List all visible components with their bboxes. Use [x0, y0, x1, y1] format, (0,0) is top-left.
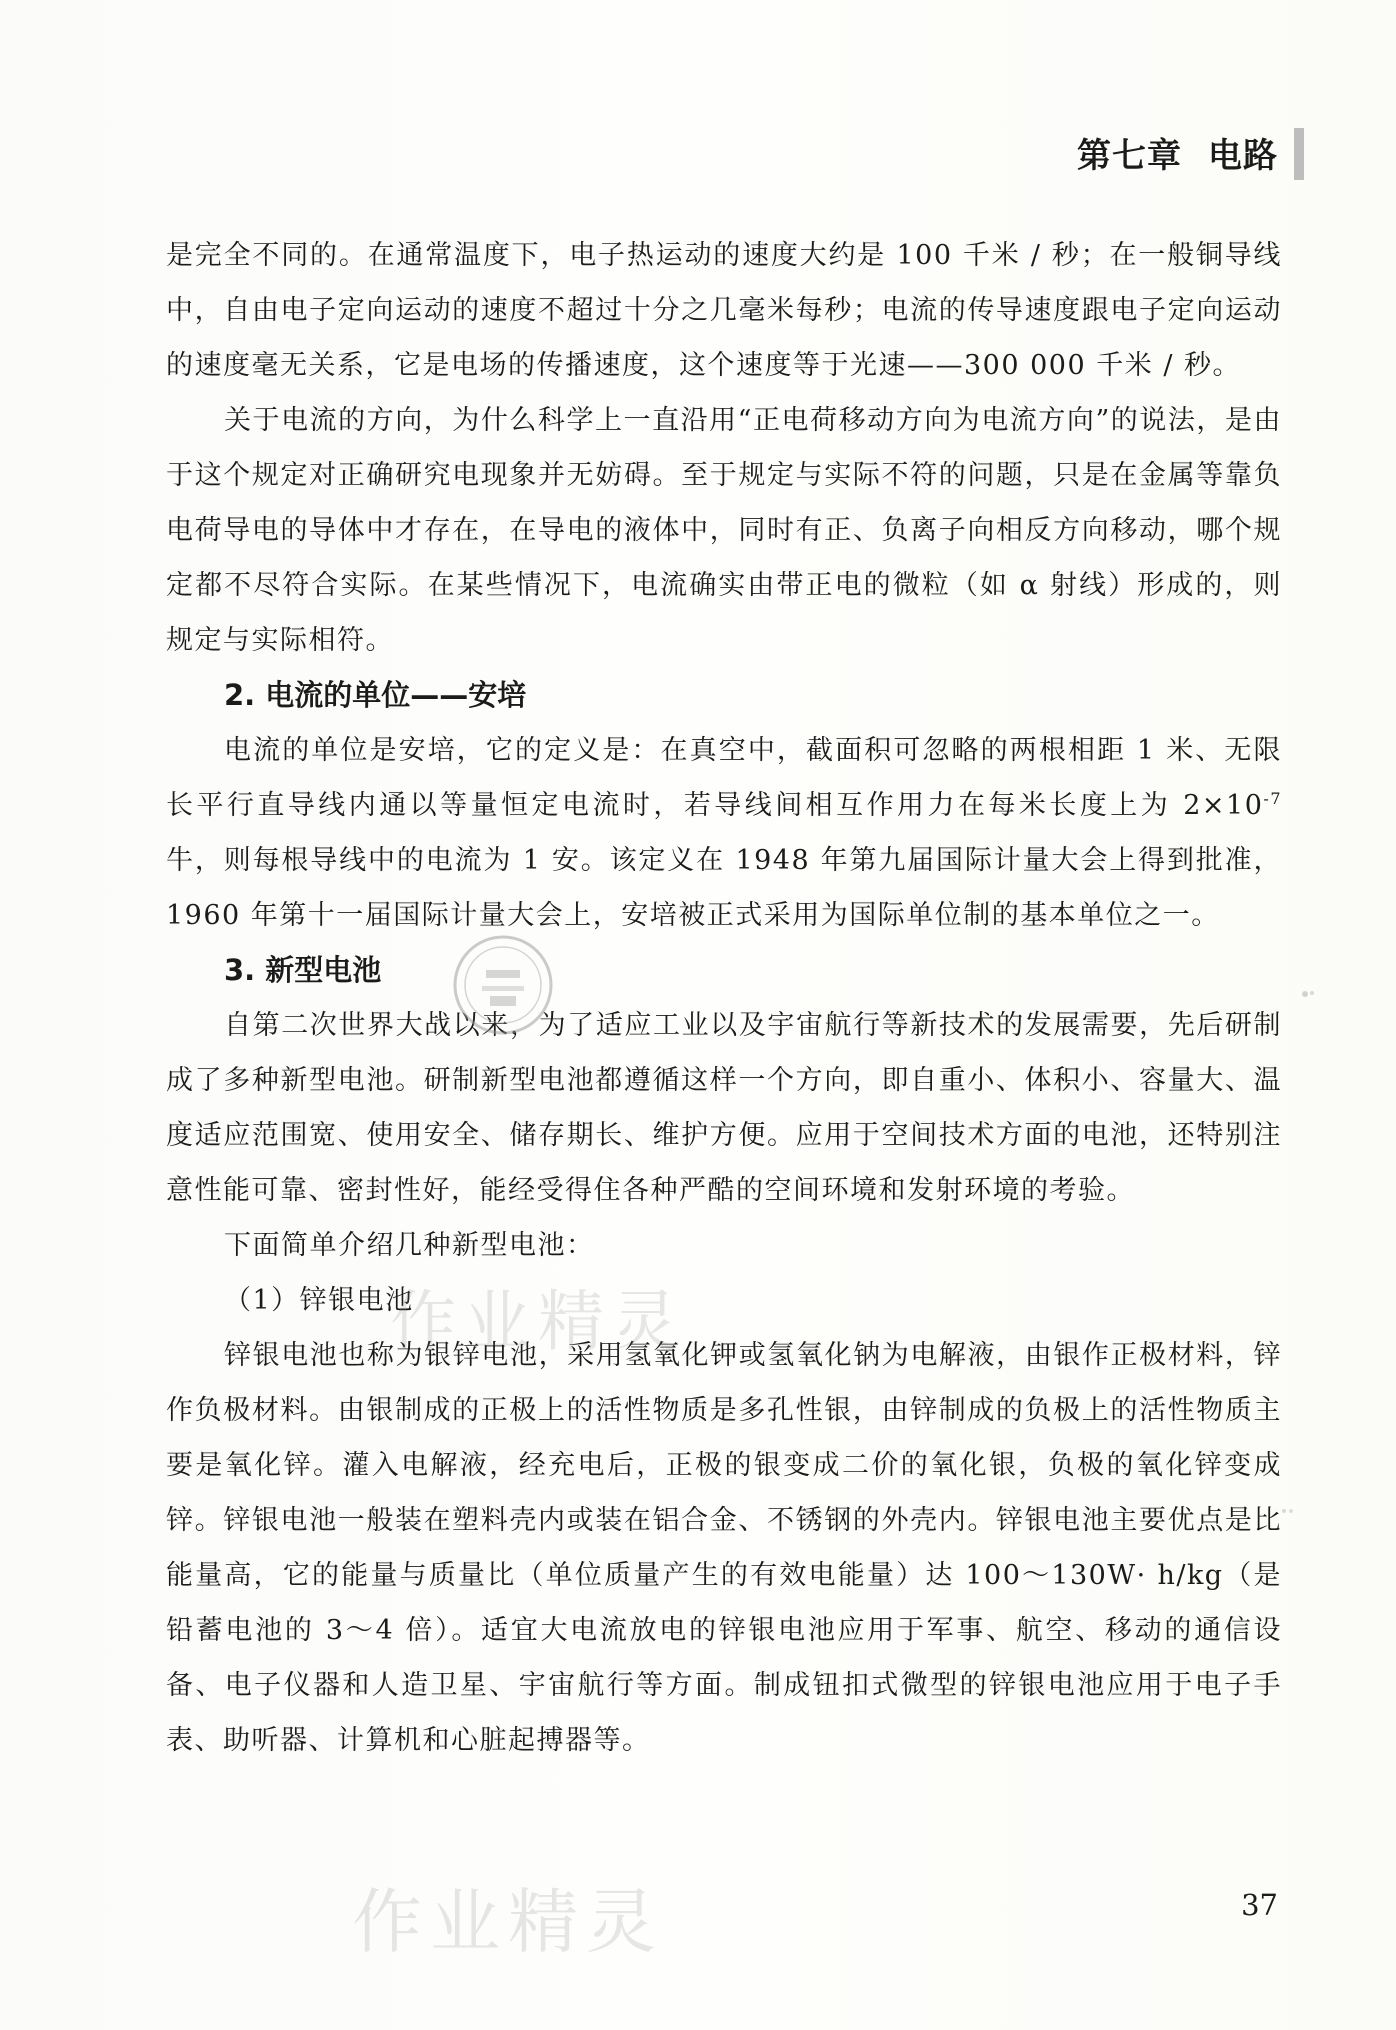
ampere-text-part2: 牛，则每根导线中的电流为 1 安。该定义在 1948 年第九届国际计量大会上得到批准，1960 年第十一届国际计量大会上，安培被正式采用为国际单位制的基本单位之一。 [166, 845, 1282, 931]
page-number: 37 [1241, 1888, 1278, 1922]
section-heading-new-batteries: 3. 新型电池 [224, 953, 382, 987]
ampere-text-part1: 电流的单位是安培，它的定义是：在真空中，截面积可忽略的两根相距 1 米、无限长平行直导线内通以等量恒定电流时，若导线间相互作用力在每米长度上为 2×10 [166, 735, 1282, 821]
paragraph-electron-speed: 是完全不同的。在通常温度下，电子热运动的速度大约是 100 千米 / 秒；在一般铜导线中，自由电子定向运动的速度不超过十分之几毫米每秒；电流的传导速度跟电子定向运动的速度毫无关系，它是电场的传播速度，这个速度等于光速——300 000 千米 / 秒。 [166, 240, 1282, 381]
chapter-marker-bar [1294, 128, 1304, 180]
chapter-title: 电路 [1208, 136, 1278, 176]
paragraph-zinc-silver: 锌银电池也称为银锌电池，采用氢氧化钾或氢氧化钠为电解液，由银作正极材料，锌作负极材料。由银制成的正极上的活性物质是多孔性银，由锌制成的负极上的活性物质主要是氧化锌。灌入电解液，经充电后，正极的银变成二价的氧化银，负极的氧化锌变成锌。锌银电池一般装在塑料壳内或装在铝合金、不锈钢的外壳内。锌银电池主要优点是比能量高，它的能量与质量比（单位质量产生的有效电能量）达 100～130W· h/kg（是铅蓄电池的 3～4 倍）。适宜大电流放电的锌银电池应用于军事、航空、移动的通信设备、电子仪器和人造卫星、宇宙航行等方面。制成钮扣式微型的锌银电池应用于电子手表、助听器、计算机和心脏起搏器等。 [166, 1340, 1282, 1756]
watermark-text-middle: 作业精灵 [390, 1283, 686, 1360]
watermark-text-bottom: 作业精灵 [352, 1881, 664, 1963]
exponent: -7 [1263, 789, 1282, 808]
paragraph-ampere-definition [166, 723, 1282, 943]
scan-speck-icon [1300, 988, 1318, 1000]
chapter-header [1077, 128, 1278, 177]
paragraph-new-batteries: 自第二次世界大战以来，为了适应工业以及宇宙航行等新技术的发展需要，先后研制成了多种新型电池。研制新型电池都遵循这样一个方向，即自重小、体积小、容量大、温度适应范围宽、使用安全、储存期长、维护方便。应用于空间技术方面的电池，还特别注意性能可靠、密封性好，能经受得住各种严酷的空间环境和发射环境的考验。 [166, 1010, 1282, 1206]
scan-speck-icon [1280, 1505, 1298, 1517]
subheading-zinc-silver: （1）锌银电池 [224, 1285, 414, 1316]
paragraph-intro-list: 下面简单介绍几种新型电池： [224, 1230, 595, 1261]
chapter-label: 第七章 [1077, 136, 1182, 176]
paragraph-current-direction: 关于电流的方向，为什么科学上一直沿用“正电荷移动方向为电流方向”的说法，是由于这个规定对正确研究电现象并无妨碍。至于规定与实际不符的问题，只是在金属等靠负电荷导电的导体中才存在，在导电的液体中，同时有正、负离子向相反方向移动，哪个规定都不尽符合实际。在某些情况下，电流确实由带正电的微粒（如 α 射线）形成的，则规定与实际相符。 [166, 405, 1282, 656]
watermark-stamp-icon [448, 930, 558, 1040]
section-heading-ampere: 2. 电流的单位——安培 [224, 678, 527, 712]
page-body [166, 228, 1282, 1768]
